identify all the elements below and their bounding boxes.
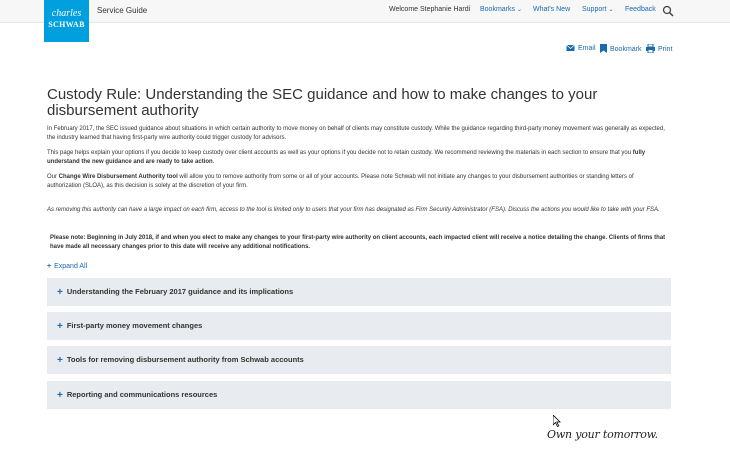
welcome-text: Welcome Stephanie Hardi — [389, 6, 471, 13]
plus-icon: + — [57, 390, 63, 401]
change-wire-tool-link[interactable]: Change Wire Disbursement Authority tool — [58, 174, 178, 180]
intro-paragraph: In February 2017, the SEC issued guidance about situations in which certain authority to move money on behalf of clients may constitute custody. While the guidance regarding third-party money movement was generally as expected, the industry learned that having first-party wire authority could trigger custody for advisors. — [47, 126, 665, 141]
email-action[interactable] — [566, 44, 596, 52]
plus-icon: + — [57, 287, 63, 298]
accordion-item-guidance[interactable] — [47, 278, 671, 306]
email-label: Email — [578, 45, 596, 52]
options-text: This page helps explain your options if you decide to keep custody over client accounts as well as your options if you decide not to retain custody. We recommend reviewing the materials in each section to ensure that you — [47, 150, 633, 156]
bookmarks-label: Bookmarks — [480, 6, 516, 13]
bookmarks-menu[interactable] — [480, 6, 522, 13]
search-icon[interactable] — [662, 5, 674, 17]
expand-all-label: Expand All — [54, 263, 88, 270]
accordion-label: Understanding the February 2017 guidance and its implications — [66, 287, 294, 296]
logo-line2: SCHWAB — [48, 20, 85, 29]
print-label: Print — [658, 46, 673, 53]
accordion-item-first-party[interactable] — [47, 312, 671, 340]
chevron-down-icon: ⌄ — [608, 7, 614, 13]
support-menu[interactable] — [582, 6, 614, 13]
print-action[interactable] — [646, 44, 672, 53]
options-end: . — [212, 158, 215, 165]
logo-line1: charles — [51, 8, 82, 19]
bookmark-action[interactable] — [600, 44, 642, 53]
whats-new-link[interactable]: What's New — [533, 6, 571, 13]
chevron-down-icon: ⌄ — [517, 7, 523, 13]
plus-icon: + — [57, 321, 63, 332]
page-title: Custody Rule: Understanding the SEC guidance and how to make changes to your disbursement authority — [47, 86, 598, 119]
print-icon — [646, 44, 655, 53]
plus-icon: + — [57, 355, 63, 366]
bookmark-label: Bookmark — [610, 46, 642, 53]
tool-text-end: will allow you to remove authority from some or all of your accounts. Please note Schwab will not initiate any changes to your disbursement authorities or standing letters of authorization (SLOA), as this decision is solely at the discretion of your firm. — [47, 174, 634, 189]
schwab-logo[interactable] — [44, 0, 89, 42]
accordion-label: Tools for removing disbursement authority from Schwab accounts — [66, 355, 304, 364]
options-paragraph — [47, 149, 669, 166]
notice-paragraph: Please note: Beginning in July 2018, if and when you elect to make any changes to your first-party wire authority on client accounts, each impacted client will receive a notice detailing the change. Clients of firms that have made all necessary changes prior to this date will receive any additional notifications. — [50, 235, 666, 250]
accordion-item-tools[interactable] — [47, 346, 671, 374]
tool-text-start: Our — [47, 174, 59, 180]
options-emphasis: fully understand the new guidance and are ready to take action — [47, 150, 646, 165]
service-guide-title: Service Guide — [97, 6, 148, 15]
expand-all-link[interactable] — [47, 263, 87, 270]
mouse-cursor-icon — [553, 415, 561, 427]
feedback-link[interactable]: Feedback — [625, 6, 656, 13]
support-label: Support — [582, 6, 607, 13]
accordion-label: Reporting and communications resources — [66, 390, 218, 399]
accordion-label: First-party money movement changes — [66, 321, 203, 330]
bookmark-icon — [600, 44, 607, 53]
tool-paragraph — [47, 173, 669, 190]
email-icon — [566, 44, 575, 52]
accordion-item-reporting[interactable] — [47, 381, 671, 409]
plus-icon: + — [47, 263, 52, 270]
tagline: Own your tomorrow. — [547, 428, 658, 441]
fsa-note-paragraph: As removing this authority can have a large impact on each firm, access to the tool is limited only to users that your firm has designated as Firm Security Administrator (FSA). Discuss the actions you would like to take with your FSA. — [47, 207, 660, 213]
